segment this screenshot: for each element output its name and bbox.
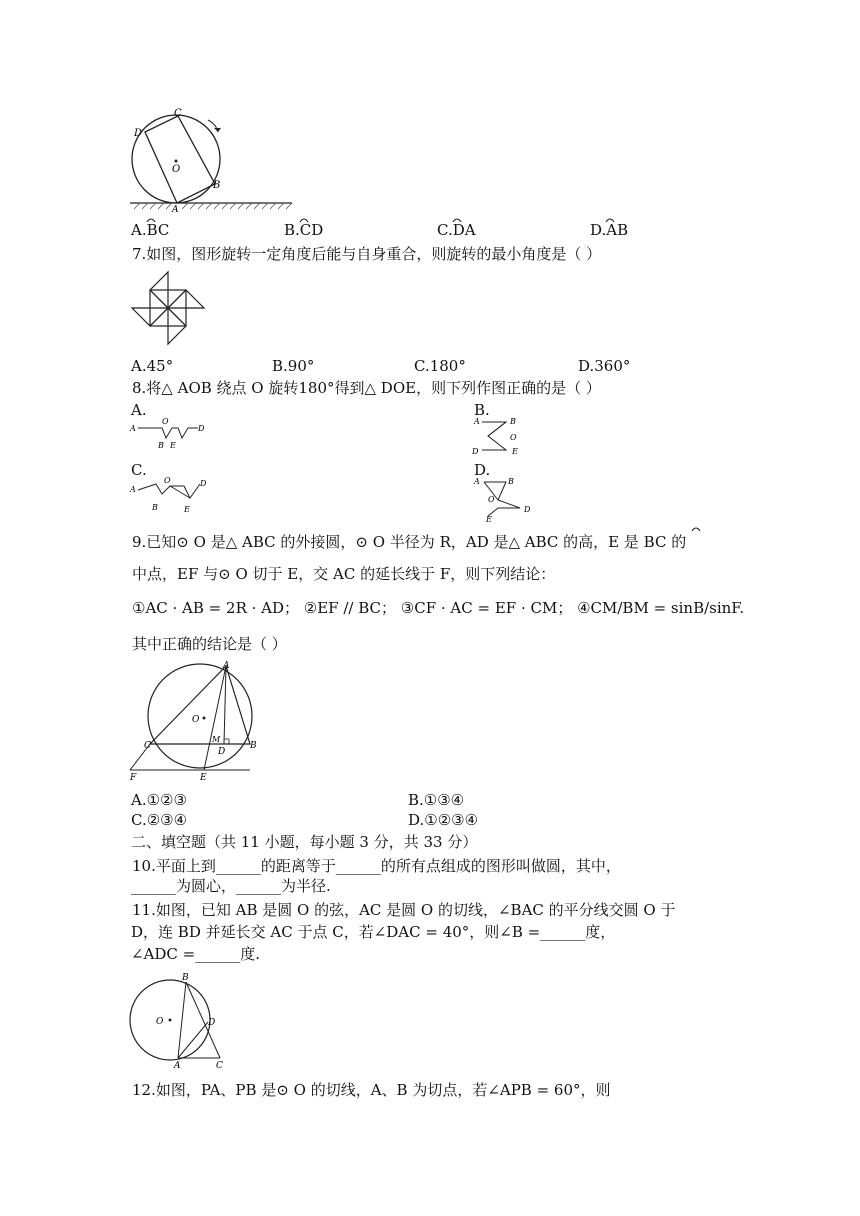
q10-line2: ______为圆心，______为半径. bbox=[131, 877, 331, 895]
arc-marks bbox=[0, 214, 860, 224]
svg-text:O: O bbox=[510, 433, 517, 442]
q7-stem: 7.如图，图形旋转一定角度后能与自身重合，则旋转的最小角度是（ ） bbox=[132, 245, 602, 263]
svg-text:A: A bbox=[130, 485, 136, 494]
svg-text:M: M bbox=[212, 735, 221, 744]
q7-pinwheel-figure bbox=[128, 268, 208, 348]
svg-text:C: C bbox=[144, 741, 151, 751]
svg-text:E: E bbox=[512, 447, 518, 456]
q9-conclusions: ①AC · AB = 2R · AD； ②EF // BC； ③CF · AC = EF · CM； ④CM/BM = sinB/sinF. bbox=[132, 599, 745, 617]
q11-line1: 11.如图，已知 AB 是圆 O 的弦，AC 是圆 O 的切线，∠BAC 的平分线交圆 O 于 bbox=[132, 901, 676, 919]
q8-option-b-label[interactable]: B. bbox=[474, 401, 490, 419]
q8-figure-d bbox=[470, 472, 540, 522]
q9-arc-mark bbox=[690, 524, 702, 532]
q11-line2: D，连 BD 并延长交 AC 于点 C，若∠DAC = 40°，则∠B =______度， bbox=[131, 923, 616, 941]
q6-option-a[interactable]: A.BC bbox=[131, 221, 170, 239]
q6-label-d: D bbox=[134, 128, 143, 139]
svg-text:E: E bbox=[200, 773, 207, 783]
svg-text:O: O bbox=[192, 715, 200, 725]
svg-text:D: D bbox=[208, 1018, 216, 1028]
q8-option-d-label[interactable]: D. bbox=[474, 461, 491, 479]
svg-text:D: D bbox=[198, 424, 205, 433]
svg-text:B: B bbox=[158, 441, 164, 450]
svg-text:D: D bbox=[524, 505, 531, 514]
svg-text:A: A bbox=[223, 661, 230, 671]
q6-label-b: B bbox=[213, 180, 221, 191]
svg-text:E: E bbox=[170, 441, 176, 450]
svg-text:D: D bbox=[200, 479, 207, 488]
q9-option-d[interactable]: D.①②③④ bbox=[408, 811, 479, 829]
svg-text:D: D bbox=[472, 447, 479, 456]
q7-option-b[interactable]: B.90° bbox=[272, 357, 315, 375]
q6-option-c[interactable]: C.DA bbox=[437, 221, 476, 239]
q8-figure-a bbox=[128, 414, 218, 454]
q10-line1: 10.平面上到______的距离等于______的所有点组成的图形叫做圆，其中， bbox=[132, 857, 621, 875]
q7-option-a[interactable]: A.45° bbox=[131, 357, 174, 375]
q6-option-d[interactable]: D.AB bbox=[590, 221, 629, 239]
svg-text:O: O bbox=[156, 1017, 164, 1027]
svg-text:A: A bbox=[474, 417, 480, 426]
q6-label-o: O bbox=[172, 164, 181, 175]
svg-text:D: D bbox=[218, 747, 226, 757]
q7-option-c[interactable]: C.180° bbox=[414, 357, 466, 375]
svg-text:F: F bbox=[130, 773, 137, 783]
q8-option-c-label[interactable]: C. bbox=[131, 461, 147, 479]
q8-figure-c bbox=[128, 474, 218, 516]
q9-option-c[interactable]: C.②③④ bbox=[131, 811, 188, 829]
q9-option-a[interactable]: A.①②③ bbox=[131, 791, 187, 809]
svg-text:B: B bbox=[182, 973, 189, 983]
svg-text:O: O bbox=[164, 476, 171, 485]
q9-figure bbox=[128, 660, 268, 784]
q8-option-a-label[interactable]: A. bbox=[131, 401, 147, 419]
svg-text:O: O bbox=[488, 495, 495, 504]
q11-line3: ∠ADC =______度. bbox=[131, 945, 261, 963]
q6-label-a: A bbox=[172, 205, 179, 214]
svg-text:B: B bbox=[250, 741, 257, 751]
svg-text:B: B bbox=[508, 477, 514, 486]
svg-text:A: A bbox=[174, 1061, 181, 1070]
q9-option-b[interactable]: B.①③④ bbox=[408, 791, 465, 809]
svg-text:E: E bbox=[486, 515, 492, 522]
q6-option-b[interactable]: B.CD bbox=[284, 221, 324, 239]
q9-stem-line1: 9.已知⊙ O 是△ ABC 的外接圆，⊙ O 半径为 R，AD 是△ ABC 的高，E 是 BC 的 bbox=[132, 533, 687, 551]
svg-text:C: C bbox=[216, 1061, 223, 1070]
q6-label-c: C bbox=[174, 108, 182, 119]
svg-text:A: A bbox=[474, 477, 480, 486]
svg-text:A: A bbox=[130, 424, 136, 433]
q9-stem-line4: 其中正确的结论是（ ） bbox=[132, 635, 287, 653]
section-title: 二、填空题（共 11 小题，每小题 3 分，共 33 分） bbox=[131, 833, 478, 851]
q11-figure bbox=[126, 970, 236, 1070]
svg-text:E: E bbox=[184, 505, 190, 514]
q7-option-d[interactable]: D.360° bbox=[578, 357, 631, 375]
q6-figure bbox=[124, 106, 294, 214]
svg-text:O: O bbox=[162, 417, 169, 426]
svg-text:B: B bbox=[152, 503, 158, 512]
q8-stem: 8.将△ AOB 绕点 O 旋转180°得到△ DOE，则下列作图正确的是（ ） bbox=[132, 379, 601, 397]
q9-stem-line2: 中点，EF 与⊙ O 切于 E，交 AC 的延长线于 F，则下列结论： bbox=[132, 565, 556, 583]
q12-line1: 12.如图，PA、PB 是⊙ O 的切线，A、B 为切点，若∠APB = 60°，则 bbox=[132, 1081, 611, 1099]
q8-figure-b bbox=[470, 410, 540, 460]
svg-text:B: B bbox=[510, 417, 516, 426]
